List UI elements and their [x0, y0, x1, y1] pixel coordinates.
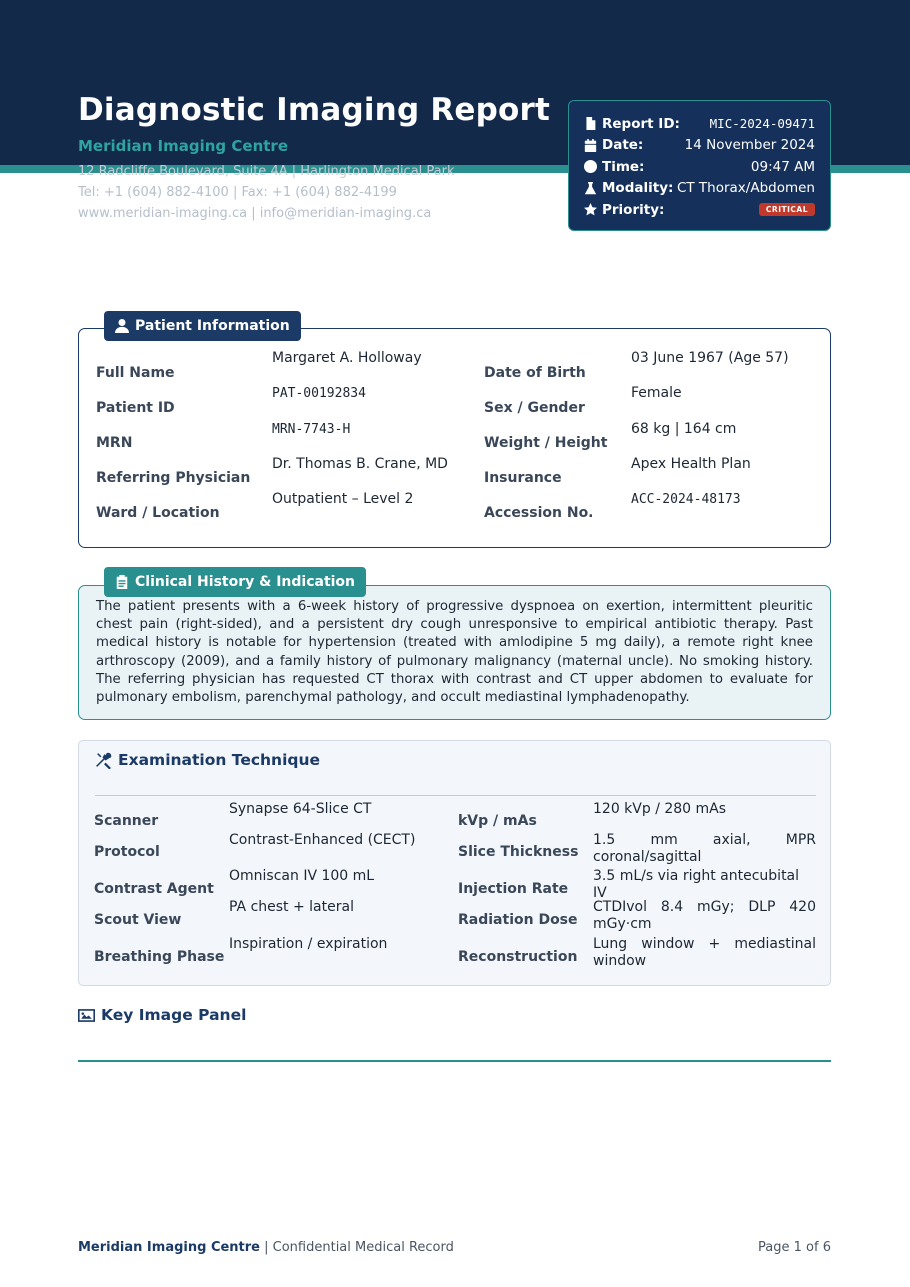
flask-icon [584, 182, 597, 195]
modality-value: CT Thorax/Abdomen [676, 180, 815, 197]
priority-label: Priority: [602, 201, 665, 218]
ward-location-value: Outpatient – Level 2 [272, 491, 414, 507]
examination-technique-heading [95, 751, 320, 769]
clinical-history-panel [78, 585, 831, 720]
meta-time [584, 156, 815, 178]
footer-confidential-note: | Confidential Medical Record [264, 1240, 454, 1255]
clinical-history-text: The patient presents with a 6-week history of progressive dyspnoea on exertion, intermittent pleuritic chest pain (right-sided), and a persistent dry cough unresponsive to empirical antibiotic therapy. Past medical history is notable for hypertension (treated with amlodipine 5 mg daily), a remote right knee arthroscopy (2009), and a family history of pulmonary malignancy (maternal uncle). No smoking history. The referring physician has requested CT thorax with contrast and CT upper abdomen to evaluate for pulmonary embolism, parenchymal pathology, and occult mediastinal lymphadenopathy. [96, 599, 813, 706]
radiation-dose-value: CTDIvol 8.4 mGy; DLP 420 mGy·cm [593, 899, 816, 932]
report-id-label: Report ID: [602, 115, 680, 132]
injection-rate-value: 3.5 mL/s via right antecubital IV [593, 868, 800, 901]
clock-icon [584, 160, 597, 173]
organization-web-email: www.meridian-imaging.ca | info@meridian-imaging.ca [78, 206, 432, 221]
scanner-value: Synapse 64-Slice CT [229, 801, 372, 817]
report-title: Diagnostic Imaging Report [78, 92, 551, 128]
radiation-dose-label: Radiation Dose [458, 912, 578, 928]
examination-technique-panel [78, 740, 831, 986]
date-label: Date: [602, 137, 644, 154]
time-label: Time: [602, 158, 645, 175]
date-of-birth-value: 03 June 1967 (Age 57) [631, 350, 789, 366]
injection-rate-label: Injection Rate [458, 881, 569, 897]
examination-technique-divider [95, 795, 816, 796]
patient-id-label: Patient ID [96, 400, 175, 416]
scout-view-value: PA chest + lateral [229, 899, 354, 915]
accession-number-label: Accession No. [484, 505, 594, 521]
calendar-icon [584, 139, 597, 152]
report-id-value: MIC-2024-09471 [709, 116, 815, 132]
star-icon [584, 203, 597, 216]
weight-height-value: 68 kg | 164 cm [631, 421, 737, 437]
examination-technique-title: Examination Technique [118, 751, 321, 769]
organization-phone-fax: Tel: +1 (604) 882-4100 | Fax: +1 (604) 882-4199 [78, 185, 397, 200]
scanner-label: Scanner [94, 813, 159, 829]
referring-physician-value: Dr. Thomas B. Crane, MD [272, 456, 448, 472]
scout-view-label: Scout View [94, 912, 182, 928]
mrn-label: MRN [96, 435, 133, 451]
mrn-value: MRN-7743-H [272, 422, 351, 437]
modality-label: Modality: [602, 180, 674, 197]
sex-gender-value: Female [631, 385, 682, 401]
referring-physician-label: Referring Physician [96, 470, 251, 486]
report-meta-card [568, 100, 831, 231]
insurance-value: Apex Health Plan [631, 456, 751, 472]
tools-icon [95, 752, 112, 769]
ward-location-label: Ward / Location [96, 505, 220, 521]
organization-address: 12 Radcliffe Boulevard, Suite 4A | Harlington Medical Park [78, 164, 455, 179]
meta-date [584, 135, 815, 157]
slice-thickness-label: Slice Thickness [458, 844, 579, 860]
accession-number-value: ACC-2024-48173 [631, 492, 741, 507]
sex-gender-label: Sex / Gender [484, 400, 585, 416]
clinical-history-tab [104, 567, 366, 597]
key-image-panel-divider [78, 1060, 831, 1062]
patient-information-panel [78, 328, 831, 548]
clinical-history-title: Clinical History & Indication [135, 574, 356, 590]
patient-id-value: PAT-00192834 [272, 386, 366, 401]
kvp-mas-value: 120 kVp / 280 mAs [593, 801, 727, 817]
date-value: 14 November 2024 [684, 137, 815, 154]
contrast-agent-value: Omniscan IV 100 mL [229, 868, 375, 884]
patient-information-title: Patient Information [135, 318, 290, 334]
kvp-mas-label: kVp / mAs [458, 813, 537, 829]
patient-information-tab [104, 311, 301, 341]
full-name-label: Full Name [96, 365, 175, 381]
protocol-value: Contrast-Enhanced (CECT) [229, 832, 416, 848]
weight-height-label: Weight / Height [484, 435, 608, 451]
priority-critical-badge: CRITICAL [759, 203, 815, 216]
meta-report-id [584, 113, 815, 135]
insurance-label: Insurance [484, 470, 562, 486]
protocol-label: Protocol [94, 844, 160, 860]
reconstruction-value: Lung window + mediastinal window [593, 936, 816, 969]
reconstruction-label: Reconstruction [458, 949, 578, 965]
key-image-panel-title: Key Image Panel [101, 1006, 247, 1024]
image-icon [78, 1007, 95, 1024]
file-icon [584, 117, 597, 130]
footer-organization [78, 1240, 454, 1255]
key-image-panel-heading [78, 1006, 246, 1024]
time-value: 09:47 AM [750, 158, 815, 175]
breathing-phase-label: Breathing Phase [94, 949, 225, 965]
meta-priority [584, 199, 815, 221]
footer-org-name: Meridian Imaging Centre [78, 1240, 260, 1255]
page-number: Page 1 of 6 [758, 1240, 831, 1255]
full-name-value: Margaret A. Holloway [272, 350, 422, 366]
clipboard-icon [115, 575, 129, 589]
breathing-phase-value: Inspiration / expiration [229, 936, 388, 952]
meta-modality [584, 178, 815, 200]
date-of-birth-label: Date of Birth [484, 365, 586, 381]
contrast-agent-label: Contrast Agent [94, 881, 214, 897]
slice-thickness-value: 1.5 mm axial, MPR coronal/sagittal [593, 832, 816, 865]
organization-name: Meridian Imaging Centre [78, 137, 288, 155]
user-icon [115, 319, 129, 333]
